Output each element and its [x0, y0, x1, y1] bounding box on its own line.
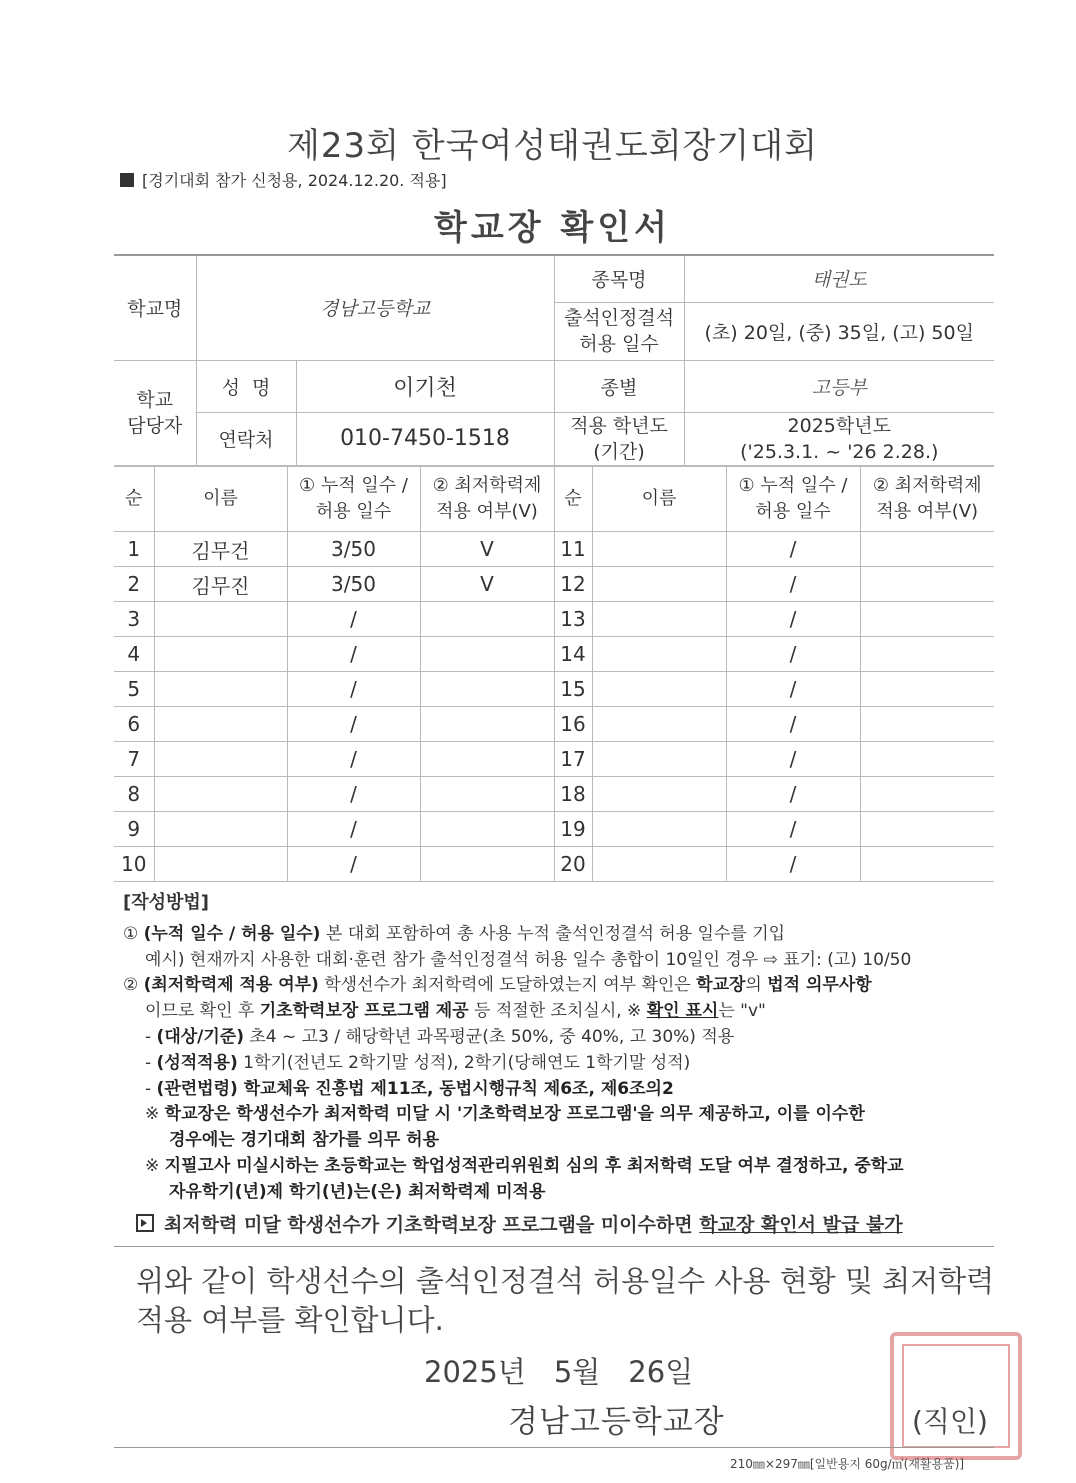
school-label: 학교명 — [114, 256, 196, 360]
event-label: 종목명 — [554, 256, 684, 302]
student-name — [154, 847, 287, 882]
absence-days: / — [726, 567, 860, 602]
principal-name: 경남고등학교장 — [508, 1404, 725, 1440]
name-label: 성 명 — [196, 360, 296, 412]
header-min-left — [420, 467, 554, 532]
item1-text: 본 대회 포함하여 총 사용 누적 출석인정결석 허용 일수를 기입 — [320, 923, 786, 944]
item2-line2-c: 는 "v" — [718, 1001, 766, 1022]
min-standard-check — [860, 637, 994, 672]
event-value: 태권도 — [684, 256, 994, 302]
category-value: 고등부 — [684, 360, 994, 412]
absence-days: / — [726, 742, 860, 777]
year-label-line1: 적용 학년도 — [570, 414, 668, 437]
row-number: 12 — [554, 567, 592, 602]
method-note-2: ※ 지필고사 미실시하는 초등학교는 학업성적관리위원회 심의 후 최저학력 도달 여부 결정하고, 중학교 — [145, 1155, 904, 1176]
min-standard-check — [860, 672, 994, 707]
header-name-right: 이름 — [592, 467, 726, 532]
student-name — [592, 707, 726, 742]
header-days-line2: 허용 일수 — [755, 501, 831, 522]
item2-bold-b: 학교장 — [696, 975, 746, 996]
min-standard-check — [420, 812, 554, 847]
table-row — [114, 567, 994, 602]
header-no-right: 순 — [554, 467, 592, 532]
header-days-line1: ① 누적 일수 / — [299, 475, 408, 496]
min-standard-check — [420, 777, 554, 812]
student-name — [592, 672, 726, 707]
min-standard-check — [420, 742, 554, 777]
student-list-table — [114, 466, 994, 882]
absence-days: / — [287, 707, 420, 742]
min-standard-check: V — [420, 532, 554, 567]
seal-label: (직인) — [912, 1405, 988, 1438]
min-standard-check — [860, 602, 994, 637]
absence-days: / — [726, 637, 860, 672]
item2-line2-b: 등 적절한 조치실시, ※ — [468, 1001, 647, 1022]
square-bullet-icon — [120, 173, 134, 187]
manager-label — [114, 360, 196, 465]
year-label — [554, 412, 684, 465]
absence-days: / — [726, 532, 860, 567]
absence-days: / — [287, 672, 420, 707]
student-name — [154, 637, 287, 672]
row-number: 9 — [114, 812, 154, 847]
warning-text: 최저학력 미달 학생선수가 기초학력보장 프로그램을 미이수하면 — [164, 1214, 700, 1236]
sub1-title: (대상/기준) — [156, 1026, 244, 1047]
absence-days: / — [726, 602, 860, 637]
item2-text-a: 학생선수가 최저학력에 도달하였는지 여부 확인은 — [318, 975, 697, 996]
row-number: 18 — [554, 777, 592, 812]
date-year: 2025년 — [424, 1355, 526, 1389]
student-name — [592, 532, 726, 567]
school-value: 경남고등학교 — [196, 256, 554, 360]
min-standard-check — [420, 847, 554, 882]
method-note-1-line2 — [123, 1128, 1003, 1154]
student-name — [592, 637, 726, 672]
manager-label-line1: 학교 — [136, 388, 174, 411]
student-name — [592, 602, 726, 637]
list-header-row — [114, 467, 994, 532]
min-standard-check — [420, 637, 554, 672]
student-name — [154, 602, 287, 637]
table-row — [114, 672, 994, 707]
manager-label-line2: 담당자 — [127, 414, 183, 437]
absence-days: / — [726, 707, 860, 742]
min-standard-check — [420, 672, 554, 707]
table-row — [114, 707, 994, 742]
student-name — [154, 777, 287, 812]
date-day: 26일 — [628, 1355, 694, 1389]
confirmation-statement — [136, 1262, 996, 1340]
absence-days: / — [287, 742, 420, 777]
header-days-line2: 허용 일수 — [315, 501, 392, 522]
year-value — [684, 412, 994, 465]
student-name — [154, 672, 287, 707]
student-name — [154, 812, 287, 847]
confirm-line2: 적용 여부를 확인합니다. — [136, 1303, 444, 1337]
min-standard-check — [860, 532, 994, 567]
header-days-left — [287, 467, 420, 532]
sub2-title: (성적적용) — [156, 1052, 238, 1073]
method-heading: [작성방법] — [123, 892, 210, 913]
bottom-divider — [114, 1447, 994, 1448]
absence-days: 3/50 — [287, 532, 420, 567]
header-min-line1: ② 최저학력제 — [872, 475, 982, 496]
row-number: 13 — [554, 602, 592, 637]
subtitle-text: [경기대회 참가 신청용, 2024.12.20. 적용] — [142, 171, 447, 190]
row-number: 10 — [114, 847, 154, 882]
student-name: 김무건 — [154, 532, 287, 567]
student-name — [154, 742, 287, 777]
header-min-line2: 적용 여부(V) — [436, 501, 538, 522]
student-name: 김무진 — [154, 567, 287, 602]
arrow-box-icon — [136, 1214, 154, 1232]
note2-line2: 자유학기(년)제 학기(년)는(은) 최저학력제 미적용 — [169, 1181, 546, 1202]
header-min-line1: ② 최저학력제 — [432, 475, 542, 496]
header-days-right — [726, 467, 860, 532]
method-sub-3: - (관련법령) 학교체육 진흥법 제11조, 동법시행규칙 제6조, 제6조의2 — [145, 1078, 674, 1099]
table-row — [114, 742, 994, 777]
header-days-line1: ① 누적 일수 / — [738, 475, 848, 496]
item1-number: ① — [123, 923, 139, 944]
item2-title: (최저학력제 적용 여부) — [143, 975, 319, 996]
row-number: 2 — [114, 567, 154, 602]
row-number: 8 — [114, 777, 154, 812]
absence-label — [554, 302, 684, 360]
contact-label: 연락처 — [196, 412, 296, 465]
document-title: 제23회 한국여성태권도회장기대회 — [287, 126, 818, 166]
absence-days: / — [287, 777, 420, 812]
min-standard-check: V — [420, 567, 554, 602]
sub3-text: (관련법령) 학교체육 진흥법 제11조, 동법시행규칙 제6조, 제6조의2 — [156, 1078, 674, 1099]
absence-days: / — [726, 672, 860, 707]
note1-line2: 경우에는 경기대회 참가를 의무 허용 — [169, 1130, 440, 1151]
item1-title: (누적 일수 / 허용 일수) — [143, 923, 321, 944]
certificate-title: 학교장 확인서 — [434, 208, 671, 248]
table-row — [114, 777, 994, 812]
table-row — [114, 812, 994, 847]
sub1-text: 초4 ~ 고3 / 해당학년 과목평균(초 50%, 중 40%, 고 30%) 적용 — [243, 1026, 735, 1047]
info-table — [114, 256, 994, 466]
row-number: 19 — [554, 812, 592, 847]
issue-date — [424, 1350, 721, 1391]
row-number: 5 — [114, 672, 154, 707]
row-number: 1 — [114, 532, 154, 567]
student-name — [592, 777, 726, 812]
item2-line2-bold: 기초학력보장 프로그램 제공 — [259, 1001, 469, 1022]
year-value-line1: 2025학년도 — [787, 414, 891, 437]
item2-number: ② — [123, 975, 139, 996]
middle-divider — [114, 1246, 994, 1247]
item2-line2-underline: 확인 표시 — [646, 1001, 719, 1022]
min-standard-check — [860, 707, 994, 742]
min-standard-check — [860, 812, 994, 847]
absence-days: / — [287, 812, 420, 847]
item2-line2-a: 이므로 확인 후 — [145, 1001, 260, 1022]
absence-days: / — [726, 777, 860, 812]
method-item-2 — [123, 973, 1003, 999]
paper-spec-footer: 210㎜×297㎜[일반용지 60g/㎡(재활용품)] — [730, 1457, 965, 1471]
method-note-1: ※ 학교장은 학생선수가 최저학력 미달 시 '기초학력보장 프로그램'을 의무 제공하고, 이를 이수한 — [145, 1104, 865, 1125]
method-sub-2: - (성적적용) 1학기(전년도 2학기말 성적), 2학기(당해연도 1학기말 성적) — [145, 1052, 691, 1073]
method-item-1-example: 예시) 현재까지 사용한 대회·훈련 참가 출석인정결석 허용 일수 총합이 10일인 경우 ⇨ 표기: (고) 10/50 — [145, 949, 912, 970]
absence-label-line1: 출석인정결석 — [563, 307, 675, 329]
row-number: 4 — [114, 637, 154, 672]
header-min-right — [860, 467, 994, 532]
student-name — [154, 707, 287, 742]
row-number: 3 — [114, 602, 154, 637]
header-name-left: 이름 — [154, 467, 287, 532]
student-name — [592, 847, 726, 882]
item2-bold-d: 법적 의무사항 — [767, 975, 872, 996]
table-row — [114, 532, 994, 567]
row-number: 20 — [554, 847, 592, 882]
student-name — [592, 812, 726, 847]
min-standard-check — [860, 777, 994, 812]
row-number: 16 — [554, 707, 592, 742]
min-standard-check — [860, 567, 994, 602]
subtitle — [120, 168, 447, 191]
row-number: 17 — [554, 742, 592, 777]
method-note-2-line2 — [123, 1180, 1003, 1206]
absence-days: / — [287, 847, 420, 882]
absence-days: / — [726, 847, 860, 882]
year-value-line2: ('25.3.1. ~ '26 2.28.) — [740, 440, 939, 463]
student-name — [592, 567, 726, 602]
absence-days: 3/50 — [287, 567, 420, 602]
table-row — [114, 847, 994, 882]
min-standard-check — [860, 742, 994, 777]
row-number: 11 — [554, 532, 592, 567]
note1-line1: 학교장은 학생선수가 최저학력 미달 시 '기초학력보장 프로그램'을 의무 제공하고, 이를 이수한 — [164, 1104, 865, 1125]
sub2-text: 1학기(전년도 2학기말 성적), 2학기(당해연도 1학기말 성적) — [237, 1052, 691, 1073]
contact-value: 010-7450-1518 — [296, 412, 554, 465]
absence-value: (초) 20일, (중) 35일, (고) 50일 — [684, 302, 994, 360]
absence-days: / — [287, 637, 420, 672]
absence-days: / — [287, 602, 420, 637]
min-standard-check — [420, 602, 554, 637]
absence-days: / — [726, 812, 860, 847]
table-row — [114, 602, 994, 637]
row-number: 7 — [114, 742, 154, 777]
min-standard-check — [420, 707, 554, 742]
student-list-body — [114, 532, 994, 882]
note2-line1: 지필고사 미실시하는 초등학교는 학업성적관리위원회 심의 후 최저학력 도달 여부 결정하고, 중학교 — [164, 1155, 904, 1176]
name-value: 이기천 — [296, 360, 554, 412]
year-label-line2: (기간) — [593, 440, 645, 463]
absence-label-line2: 허용 일수 — [579, 333, 659, 355]
method-sub-1: - (대상/기준) 초4 ~ 고3 / 해당학년 과목평균(초 50%, 중 40%, 고 30%) 적용 — [145, 1026, 735, 1047]
method-item-2-line2 — [123, 999, 1003, 1025]
row-number: 6 — [114, 707, 154, 742]
date-month: 5월 — [553, 1355, 601, 1389]
method-section — [123, 890, 1003, 1206]
header-min-line2: 적용 여부(V) — [876, 501, 979, 522]
row-number: 14 — [554, 637, 592, 672]
header-no-left: 순 — [114, 467, 154, 532]
warning-line — [136, 1210, 903, 1237]
category-label: 종별 — [554, 360, 684, 412]
min-standard-check — [860, 847, 994, 882]
warning-underlined: 학교장 확인서 발급 불가 — [699, 1214, 903, 1236]
confirm-line1: 위와 같이 학생선수의 출석인정결석 허용일수 사용 현황 및 최저학력 — [136, 1264, 995, 1298]
item2-text-c: 의 — [745, 975, 768, 996]
table-row — [114, 637, 994, 672]
official-seal-stamp — [890, 1332, 1022, 1460]
method-item-1 — [123, 922, 1003, 948]
student-name — [592, 742, 726, 777]
row-number: 15 — [554, 672, 592, 707]
